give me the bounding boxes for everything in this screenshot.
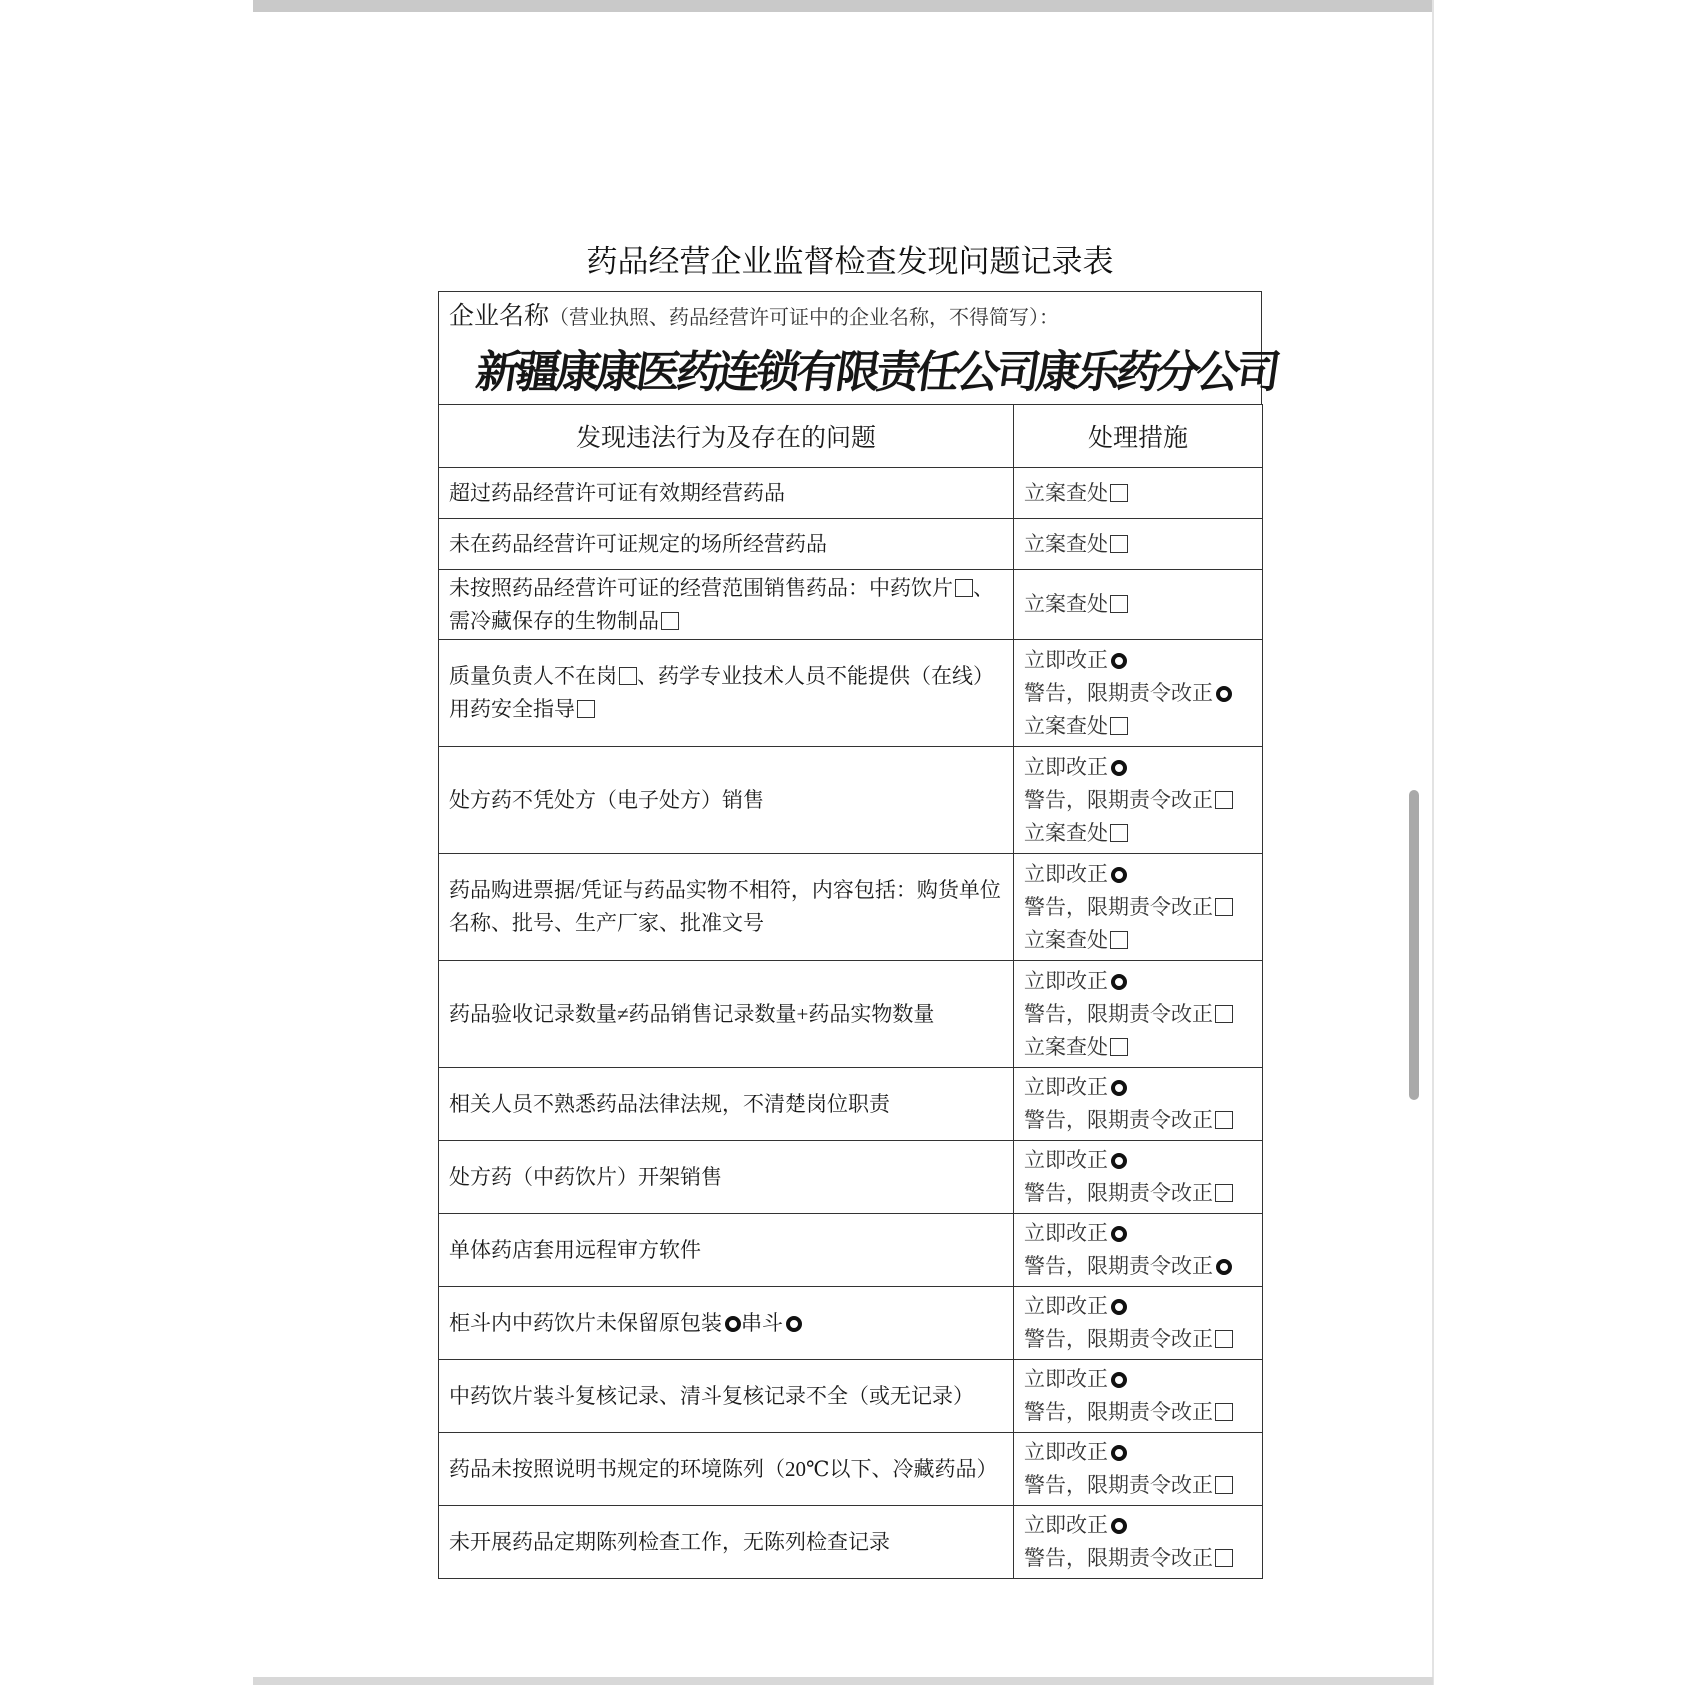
- issue-text: 处方药不凭处方（电子处方）销售: [449, 787, 764, 812]
- measure-option: [1024, 751, 1252, 784]
- measure-option: [1024, 1509, 1252, 1542]
- measure-option: [1024, 1104, 1252, 1137]
- issue-cell: [439, 1506, 1014, 1579]
- measure-option: [1024, 1323, 1252, 1356]
- checked-circle-icon[interactable]: [1216, 1259, 1232, 1275]
- checkbox-icon[interactable]: [1110, 717, 1128, 735]
- checkbox-icon[interactable]: [577, 700, 595, 718]
- measure-option: [1024, 784, 1252, 817]
- measure-option: [1024, 588, 1252, 621]
- checkbox-icon[interactable]: [1110, 931, 1128, 949]
- issue-cell: [439, 961, 1014, 1068]
- checked-circle-icon[interactable]: [725, 1316, 741, 1332]
- measure-cell: [1014, 1068, 1263, 1141]
- measure-cell: [1014, 1360, 1263, 1433]
- measure-option: [1024, 1469, 1252, 1502]
- table-row: [439, 468, 1263, 519]
- measure-label: 立案查处: [1024, 820, 1108, 845]
- measure-label: 警告，限期责令改正: [1024, 1254, 1213, 1278]
- inspection-form: [438, 291, 1280, 1579]
- checked-circle-icon[interactable]: [1111, 1299, 1127, 1315]
- issue-text: 未开展药品定期陈列检查工作，无陈列检查记录: [449, 1529, 890, 1554]
- measure-option: [1024, 1177, 1252, 1210]
- checkbox-icon[interactable]: [1215, 1005, 1233, 1023]
- checkbox-icon[interactable]: [1215, 1184, 1233, 1202]
- measure-option: [1024, 1363, 1252, 1396]
- measure-option: [1024, 817, 1252, 850]
- checkbox-icon[interactable]: [1215, 1476, 1233, 1494]
- checked-circle-icon[interactable]: [1111, 1080, 1127, 1096]
- checked-circle-icon[interactable]: [1111, 1153, 1127, 1169]
- checked-circle-icon[interactable]: [1216, 686, 1232, 702]
- measure-option: [1024, 998, 1252, 1031]
- measure-cell: [1014, 570, 1263, 640]
- issue-text: 柜斗内中药饮片未保留原包装: [449, 1310, 722, 1335]
- measure-label: 立即改正: [1024, 1367, 1108, 1391]
- measure-label: 警告，限期责令改正: [1024, 1546, 1213, 1570]
- table-row: [439, 1506, 1263, 1579]
- checked-circle-icon[interactable]: [786, 1316, 802, 1332]
- checked-circle-icon[interactable]: [1111, 653, 1127, 669]
- issue-text: 处方药（中药饮片）开架销售: [449, 1164, 722, 1189]
- measure-label: 立即改正: [1024, 1513, 1108, 1537]
- checked-circle-icon[interactable]: [1111, 1372, 1127, 1388]
- measure-cell: [1014, 1433, 1263, 1506]
- measure-label: 警告，限期责令改正: [1024, 1327, 1213, 1351]
- measure-option: [1024, 1144, 1252, 1177]
- table-row: [439, 961, 1263, 1068]
- company-name-section: [438, 291, 1280, 404]
- measure-label: 立即改正: [1024, 1221, 1108, 1245]
- issue-text: 药品验收记录数量≠药品销售记录数量+药品实物数量: [449, 1001, 935, 1026]
- checkbox-icon[interactable]: [1110, 824, 1128, 842]
- measure-label: 立即改正: [1024, 647, 1108, 672]
- issue-text: 、药学专业技术人员不能提供（在线）用药安全指导: [449, 664, 994, 721]
- company-label: 企业名称: [449, 301, 550, 330]
- issue-cell: [439, 1287, 1014, 1360]
- issue-text: 中药饮片装斗复核记录、清斗复核记录不全（或无记录）: [449, 1383, 974, 1408]
- measure-label: 立即改正: [1024, 968, 1108, 993]
- measure-label: 警告，限期责令改正: [1024, 1001, 1213, 1026]
- scan-edge-top: [253, 0, 1433, 12]
- checkbox-icon[interactable]: [955, 579, 973, 597]
- measure-label: 立即改正: [1024, 1294, 1108, 1318]
- measure-label: 立案查处: [1024, 1034, 1108, 1059]
- measure-label: 立即改正: [1024, 1440, 1108, 1464]
- measure-cell: [1014, 1506, 1263, 1579]
- measure-cell: [1014, 640, 1263, 747]
- issue-text: 、需冷藏保存的生物制品: [449, 575, 994, 633]
- checkbox-icon[interactable]: [1215, 1403, 1233, 1421]
- table-row: [439, 1360, 1263, 1433]
- measure-option: [1024, 1542, 1252, 1575]
- table-row: [439, 640, 1263, 747]
- measure-option: [1024, 1071, 1252, 1104]
- issue-cell: [439, 747, 1014, 854]
- measure-label: 立案查处: [1024, 927, 1108, 952]
- checkbox-icon[interactable]: [1215, 791, 1233, 809]
- measure-option: [1024, 677, 1252, 710]
- checkbox-icon[interactable]: [1110, 535, 1128, 553]
- issue-cell: [439, 640, 1014, 747]
- measure-cell: [1014, 1214, 1263, 1287]
- checkbox-icon[interactable]: [1215, 1330, 1233, 1348]
- measure-option: [1024, 1217, 1252, 1250]
- measure-label: 警告，限期责令改正: [1024, 680, 1213, 705]
- issue-cell: [439, 1141, 1014, 1214]
- company-name-handwritten: 新疆康康医药连锁有限责任公司康乐药分公司: [472, 347, 1280, 398]
- issue-cell: [439, 1068, 1014, 1141]
- measure-label: 警告，限期责令改正: [1024, 1108, 1213, 1132]
- issue-cell: [439, 570, 1014, 640]
- issue-cell: [439, 519, 1014, 570]
- company-header: [449, 296, 1059, 332]
- checkbox-icon[interactable]: [1215, 1549, 1233, 1567]
- issue-column-header: 发现违法行为及存在的问题: [439, 405, 1014, 468]
- company-note: （营业执照、药品经营许可证中的企业名称，不得简写）：: [549, 307, 1060, 329]
- issue-cell: [439, 1360, 1014, 1433]
- table-row: [439, 854, 1263, 961]
- checkbox-icon[interactable]: [1215, 1111, 1233, 1129]
- measure-option: [1024, 1436, 1252, 1469]
- measure-option: [1024, 1250, 1252, 1283]
- table-row: [439, 1287, 1263, 1360]
- form-title: 药品经营企业监督检查发现问题记录表: [586, 244, 1114, 280]
- checkbox-icon[interactable]: [1110, 1038, 1128, 1056]
- issue-text: 药品购进票据/凭证与药品实物不相符，内容包括：购货单位名称、批号、生产厂家、批准文号: [449, 878, 1001, 935]
- scan-edge-bottom: [253, 1677, 1433, 1685]
- checked-circle-icon[interactable]: [1111, 867, 1127, 883]
- measure-column-header: 处理措施: [1014, 405, 1263, 468]
- issue-text: 单体药店套用远程审方软件: [449, 1237, 701, 1262]
- measure-label: 立案查处: [1024, 480, 1108, 505]
- issues-table-body: [439, 468, 1263, 1579]
- checked-circle-icon[interactable]: [1111, 1226, 1127, 1242]
- table-row: [439, 1214, 1263, 1287]
- measure-label: 立案查处: [1024, 531, 1108, 556]
- measure-label: 立即改正: [1024, 754, 1108, 779]
- table-header-row: [439, 405, 1263, 468]
- measure-cell: [1014, 519, 1263, 570]
- checkbox-icon[interactable]: [1110, 484, 1128, 502]
- measure-option: [1024, 924, 1252, 957]
- measure-cell: [1014, 468, 1263, 519]
- measure-label: 警告，限期责令改正: [1024, 787, 1213, 812]
- measure-cell: [1014, 854, 1263, 961]
- measure-label: 立即改正: [1024, 861, 1108, 886]
- table-row: [439, 1141, 1263, 1214]
- measure-label: 警告，限期责令改正: [1024, 1400, 1213, 1424]
- issue-cell: [439, 468, 1014, 519]
- checkbox-icon[interactable]: [1215, 898, 1233, 916]
- table-row: [439, 1068, 1263, 1141]
- issue-cell: [439, 1214, 1014, 1287]
- measure-label: 警告，限期责令改正: [1024, 894, 1213, 919]
- issue-text: 质量负责人不在岗: [449, 664, 617, 688]
- issue-text: 药品未按照说明书规定的环境陈列（20℃以下、冷藏药品）: [449, 1456, 998, 1481]
- measure-label: 立即改正: [1024, 1075, 1108, 1099]
- measure-option: [1024, 965, 1252, 998]
- measure-cell: [1014, 961, 1263, 1068]
- measure-cell: [1014, 1287, 1263, 1360]
- issue-text: 超过药品经营许可证有效期经营药品: [449, 480, 785, 505]
- measure-option: [1024, 710, 1252, 743]
- measure-label: 警告，限期责令改正: [1024, 1473, 1213, 1497]
- measure-label: 立案查处: [1024, 592, 1108, 616]
- table-row: [439, 570, 1263, 640]
- measure-option: [1024, 1396, 1252, 1429]
- measure-option: [1024, 644, 1252, 677]
- table-row: [439, 1433, 1263, 1506]
- issue-cell: [439, 854, 1014, 961]
- measure-cell: [1014, 747, 1263, 854]
- measure-label: 警告，限期责令改正: [1024, 1181, 1213, 1205]
- scan-edge-right: [1432, 0, 1434, 1685]
- measure-option: [1024, 891, 1252, 924]
- checked-circle-icon[interactable]: [1111, 974, 1127, 990]
- issue-text: 相关人员不熟悉药品法律法规，不清楚岗位职责: [449, 1091, 890, 1116]
- checked-circle-icon[interactable]: [1111, 1445, 1127, 1461]
- table-row: [439, 519, 1263, 570]
- table-row: [439, 747, 1263, 854]
- issue-text: 串斗: [741, 1310, 783, 1335]
- checkbox-icon[interactable]: [1110, 595, 1128, 613]
- measure-option: [1024, 1031, 1252, 1064]
- measure-option: [1024, 858, 1252, 891]
- issues-table: [438, 404, 1263, 1579]
- issue-cell: [439, 1433, 1014, 1506]
- vertical-scrollbar[interactable]: [1409, 790, 1419, 1100]
- measure-cell: [1014, 1141, 1263, 1214]
- measure-label: 立即改正: [1024, 1148, 1108, 1172]
- measure-label: 立案查处: [1024, 713, 1108, 738]
- issue-text: 未按照药品经营许可证的经营范围销售药品：中药饮片: [449, 575, 953, 600]
- measure-option: [1024, 1290, 1252, 1323]
- checkbox-icon[interactable]: [619, 667, 637, 685]
- issue-text: 未在药品经营许可证规定的场所经营药品: [449, 531, 827, 556]
- checkbox-icon[interactable]: [661, 612, 679, 630]
- checked-circle-icon[interactable]: [1111, 760, 1127, 776]
- measure-option: [1024, 528, 1252, 561]
- checked-circle-icon[interactable]: [1111, 1518, 1127, 1534]
- measure-option: [1024, 477, 1252, 510]
